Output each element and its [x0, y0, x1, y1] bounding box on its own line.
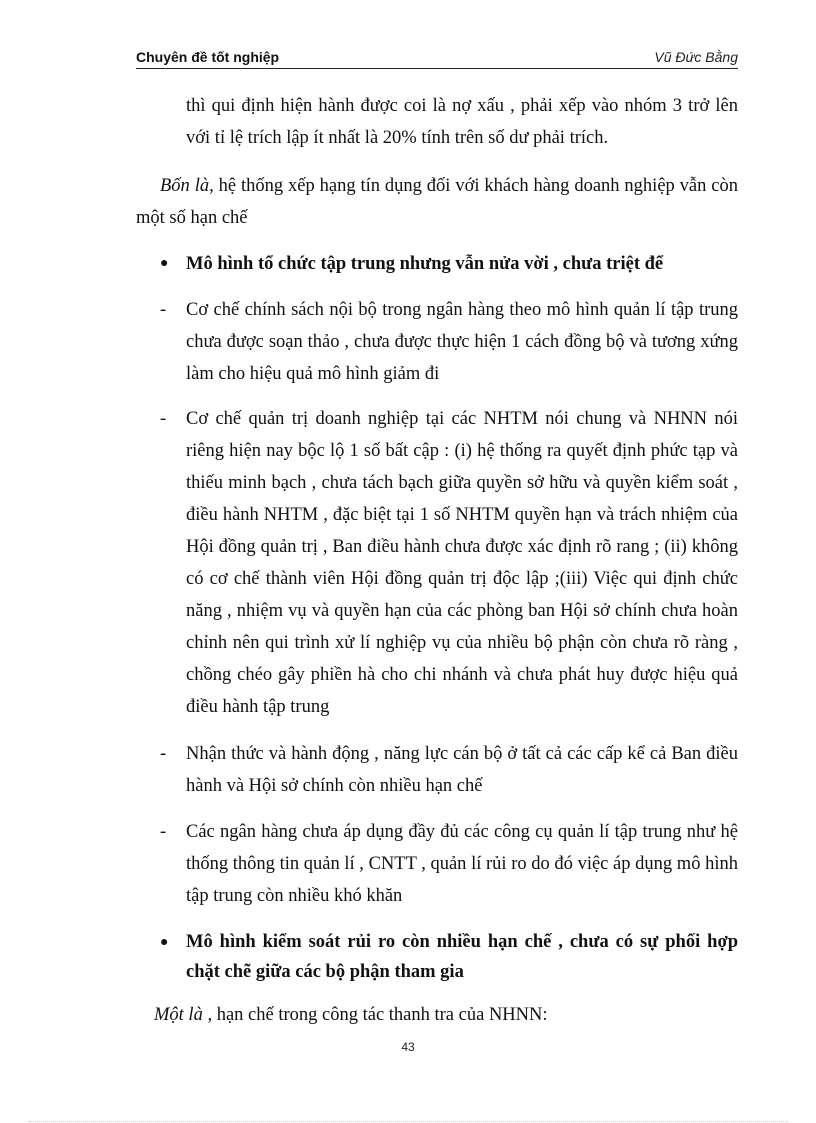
dash-symbol: -: [160, 744, 167, 764]
page-header: [136, 48, 738, 69]
bullet-symbol: ●: [160, 256, 169, 271]
fourth-point-text: hệ thống xếp hạng tín dụng đối với khách hàng doanh nghiệp vẫn còn một số hạn chế: [136, 176, 738, 228]
first-point-paragraph: [136, 999, 738, 1031]
dash-symbol: -: [160, 822, 167, 842]
dash-symbol: -: [160, 409, 167, 429]
bullet-heading-centralized-model: Mô hình tổ chức tập trung nhưng vẫn nửa vời , chưa triệt để: [186, 254, 664, 274]
first-point-text: hạn chế trong công tác thanh tra của NHNN:: [212, 1005, 548, 1025]
dash-item-management-tools: Các ngân hàng chưa áp dụng đầy đủ các công cụ quản lí tập trung như hệ thống thông tin quản lí , CNTT , quản lí rủi ro do đó việc áp dụng mô hình tập trung còn nhiều khó khăn: [186, 822, 738, 906]
continuation-paragraph: thì qui định hiện hành được coi là nợ xấu , phải xếp vào nhóm 3 trở lên với tỉ lệ trích lập ít nhất là 20% tính trên số dư phải trích.: [186, 96, 738, 148]
page-bottom-divider: [28, 1121, 788, 1122]
page-number: 43: [401, 1040, 415, 1054]
dash-symbol: -: [160, 300, 167, 320]
fourth-point-lead: Bốn là,: [160, 176, 214, 196]
dash-item-awareness: Nhận thức và hành động , năng lực cán bộ ở tất cả các cấp kể cả Ban điều hành và Hội sở chính còn nhiều hạn chế: [186, 744, 738, 796]
header-title: Chuyên đề tốt nghiệp: [136, 49, 280, 65]
dash-item-internal-policy: Cơ chế chính sách nội bộ trong ngân hàng theo mô hình quản lí tập trung chưa được soạn thảo , chưa được thực hiện 1 cách đồng bộ và tương xứng làm cho hiệu quả mô hình giảm đi: [186, 300, 738, 384]
bullet-symbol: ●: [160, 935, 169, 950]
fourth-point-paragraph: [136, 170, 738, 234]
bullet-heading-risk-control: Mô hình kiểm soát rủi ro còn nhiều hạn chế , chưa có sự phối hợp chặt chẽ giữa các bộ phận tham gia: [186, 932, 738, 982]
header-author: Vũ Đức Bằng: [654, 49, 738, 65]
first-point-lead: Một là ,: [154, 1005, 213, 1025]
dash-item-corporate-governance: Cơ chế quản trị doanh nghiệp tại các NHTM nói chung và NHNN nói riêng hiện nay bộc lộ 1 số bất cập : (i) hệ thống ra quyết định phức tạp và thiếu minh bạch , chưa tách bạch giữa quyền sở hữu và quyền kiểm soát , điều hành NHTM , đặc biệt tại 1 số NHTM quyền hạn và trách nhiệm của Hội đồng quản trị , Ban điều hành chưa được xác định rõ rang ; (ii) không có cơ chế thành viên Hội đồng quản trị độc lập ;(iii) Việc qui định chức năng , nhiệm vụ và quyền hạn của các phòng ban Hội sở chính chưa hoàn chỉnh nên qui trình xử lí nghiệp vụ của nhiều bộ phận còn chưa rõ ràng , chồng chéo gây phiền hà cho chi nhánh và chưa phát huy được hiệu quả điều hành tập trung: [186, 409, 738, 717]
